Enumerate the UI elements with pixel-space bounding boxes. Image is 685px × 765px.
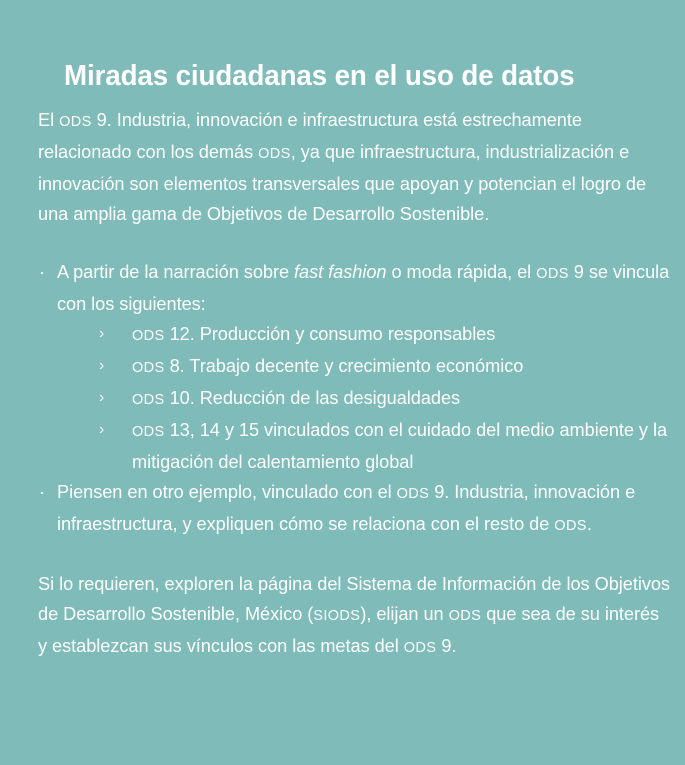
ods-smallcaps: ODS — [448, 608, 482, 624]
bullet-lead: Piensen en otro ejemplo, vinculado con el — [57, 482, 397, 502]
sub-bullet-text — [132, 383, 672, 415]
sub-bullet-body: 13, 14 y 15 vinculados con el cuidado del medio ambiente y la mitigación del calentamiento global — [132, 420, 668, 472]
sub-list-item — [57, 383, 672, 415]
ods-smallcaps: ODS — [132, 392, 165, 408]
sub-bullet-text — [132, 415, 672, 477]
closing-text-4: 9. — [436, 636, 457, 656]
bullet-text — [57, 477, 672, 541]
sub-bullet-list — [57, 319, 672, 477]
intro-text-1: El — [38, 110, 60, 130]
sub-bullet-body: 12. Producción y consumo responsables — [164, 324, 496, 344]
chevron-right-icon: › — [99, 325, 105, 342]
ods-smallcaps: ODS — [536, 266, 569, 282]
spacer — [38, 541, 672, 569]
ods-smallcaps: ODS — [554, 518, 587, 534]
bullet-text — [57, 257, 672, 319]
list-item — [38, 477, 672, 541]
ods-smallcaps: ODS — [132, 360, 165, 376]
closing-text-2: ), elijan un — [360, 604, 449, 624]
sub-list-item — [57, 351, 672, 383]
closing-text-1: Si lo requieren, exploren la página del Sistema de Información de los Objetivos de Desarrollo Sostenible, México ( — [38, 574, 670, 624]
chevron-right-icon: › — [99, 389, 105, 406]
bullet-tail: 9 se vincula con los siguientes: — [57, 262, 670, 314]
sub-bullet-body: 8. Trabajo decente y crecimiento económico — [164, 356, 524, 376]
page-content — [38, 105, 672, 663]
ods-smallcaps: ODS — [59, 114, 92, 130]
list-item — [38, 257, 672, 477]
closing-text-3: que sea de su interés y establezcan sus vínculos con las metas del — [38, 604, 660, 656]
siods-smallcaps: SIODS — [313, 608, 361, 624]
bullet-after-italic: o moda rápida, el — [386, 262, 537, 282]
ods-smallcaps: ODS — [132, 328, 165, 344]
ods-smallcaps: ODS — [258, 146, 291, 162]
intro-text-2: 9. Industria, innovación e infraestructura está estrechamente relacionado con los demás — [38, 110, 582, 162]
bullet-tail: . — [586, 514, 592, 534]
sub-bullet-text — [132, 351, 672, 383]
page-title: Miradas ciudadanas en el uso de datos — [64, 60, 575, 93]
bullet-mid: 9. Industria, innovación e infraestructura, y expliquen cómo se relaciona con el resto de — [57, 482, 636, 534]
bullet-marker: · — [39, 482, 46, 502]
ods-smallcaps: ODS — [396, 486, 430, 502]
bullet-list — [38, 257, 672, 541]
bullet-marker: · — [39, 262, 46, 282]
ods-smallcaps: ODS — [403, 640, 437, 656]
spacer — [38, 229, 672, 257]
intro-paragraph — [38, 105, 672, 229]
closing-paragraph — [38, 569, 672, 663]
chevron-right-icon: › — [99, 421, 105, 438]
bullet-lead: A partir de la narración sobre — [57, 262, 295, 282]
sub-list-item — [57, 319, 672, 351]
sub-list-item — [57, 415, 672, 477]
chevron-right-icon: › — [99, 357, 105, 374]
intro-text-3: , ya que infraestructura, industrialización e innovación son elementos transversales que apoyan y potencian el logro de una amplia gama de Objetivos de Desarrollo Sostenible. — [38, 142, 647, 224]
sub-bullet-text — [132, 319, 672, 351]
italic-term: fast fashion — [294, 262, 387, 282]
ods-smallcaps: ODS — [132, 424, 165, 440]
sub-bullet-body: 10. Reducción de las desigualdades — [164, 388, 461, 408]
